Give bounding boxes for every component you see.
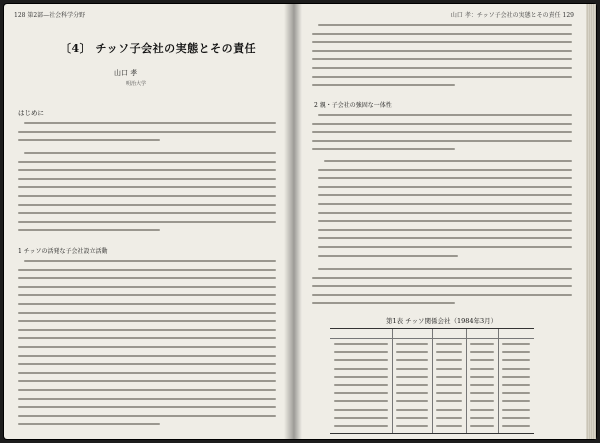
- illegible-text-line: [24, 260, 276, 262]
- illegible-text-line: [312, 50, 572, 52]
- table-column-divider: [466, 329, 467, 433]
- intro-heading: はじめに: [18, 109, 44, 117]
- illegible-text-line: [18, 389, 276, 391]
- illegible-text-line: [312, 67, 572, 69]
- illegible-text-line: [18, 312, 276, 314]
- subsection-heading-1: 1 チッソの活発な子会社設立活動: [18, 248, 108, 255]
- illegible-text-line: [318, 194, 572, 196]
- illegible-text-line: [18, 355, 276, 357]
- illegible-text-line: [312, 294, 572, 296]
- illegible-table-cell: [334, 417, 388, 419]
- illegible-table-cell: [470, 359, 494, 361]
- illegible-text-line: [312, 84, 455, 86]
- illegible-text-line: [312, 58, 572, 60]
- illegible-table-cell: [470, 400, 494, 402]
- illegible-text-line: [312, 277, 572, 279]
- illegible-text-line: [318, 24, 572, 26]
- illegible-text-line: [18, 423, 160, 425]
- illegible-text-line: [318, 220, 572, 222]
- illegible-table-cell: [334, 384, 388, 386]
- illegible-text-line: [18, 372, 276, 374]
- illegible-table-cell: [436, 359, 462, 361]
- illegible-table-cell: [470, 351, 494, 353]
- affiliates-table: [330, 328, 534, 434]
- illegible-table-cell: [334, 359, 388, 361]
- table-title: 第1表 チッソ関係会社（1984年3月）: [386, 317, 498, 325]
- illegible-text-line: [18, 363, 276, 365]
- illegible-text-line: [312, 33, 572, 35]
- illegible-text-line: [24, 122, 276, 124]
- illegible-text-line: [18, 221, 276, 223]
- illegible-text-line: [312, 140, 572, 142]
- illegible-text-line: [312, 131, 572, 133]
- illegible-text-line: [312, 76, 572, 78]
- illegible-table-cell: [470, 368, 494, 370]
- illegible-table-cell: [334, 376, 388, 378]
- illegible-table-cell: [470, 417, 494, 419]
- section-title: 〔4〕 チッソ子会社の実態とその責任: [60, 42, 257, 55]
- illegible-table-cell: [436, 409, 462, 411]
- illegible-table-cell: [334, 351, 388, 353]
- illegible-table-cell: [470, 392, 494, 394]
- table-column-divider: [392, 329, 393, 433]
- illegible-text-line: [312, 148, 455, 150]
- illegible-text-line: [18, 346, 276, 348]
- illegible-table-cell: [470, 409, 494, 411]
- illegible-table-cell: [470, 343, 494, 345]
- illegible-text-line: [18, 337, 276, 339]
- illegible-table-cell: [502, 425, 530, 427]
- illegible-text-line: [318, 229, 572, 231]
- illegible-text-line: [318, 203, 572, 205]
- illegible-text-line: [18, 229, 160, 231]
- illegible-table-cell: [334, 425, 388, 427]
- illegible-text-line: [18, 415, 276, 417]
- illegible-table-cell: [436, 343, 462, 345]
- illegible-table-cell: [436, 351, 462, 353]
- illegible-table-cell: [334, 343, 388, 345]
- book-spine: [284, 4, 302, 439]
- illegible-table-cell: [502, 409, 530, 411]
- illegible-table-cell: [502, 384, 530, 386]
- illegible-text-line: [318, 186, 572, 188]
- illegible-table-cell: [502, 417, 530, 419]
- illegible-text-line: [18, 303, 276, 305]
- illegible-text-line: [318, 255, 458, 257]
- illegible-text-line: [18, 212, 276, 214]
- illegible-table-cell: [396, 351, 428, 353]
- illegible-table-cell: [470, 376, 494, 378]
- right-page: [306, 10, 574, 435]
- illegible-table-cell: [396, 425, 428, 427]
- illegible-table-cell: [396, 343, 428, 345]
- illegible-text-line: [318, 268, 572, 270]
- illegible-table-cell: [436, 400, 462, 402]
- illegible-table-cell: [436, 376, 462, 378]
- illegible-text-line: [318, 237, 572, 239]
- illegible-text-line: [18, 186, 276, 188]
- illegible-table-cell: [396, 384, 428, 386]
- illegible-text-line: [318, 246, 572, 248]
- right-running-head: 山口 孝：チッソ子会社の実態とその責任 129: [450, 12, 574, 19]
- illegible-table-cell: [436, 392, 462, 394]
- illegible-table-cell: [502, 392, 530, 394]
- left-page: [14, 10, 280, 435]
- illegible-text-line: [18, 161, 276, 163]
- illegible-table-cell: [396, 409, 428, 411]
- illegible-text-line: [318, 114, 572, 116]
- illegible-text-line: [312, 123, 572, 125]
- illegible-table-cell: [396, 392, 428, 394]
- illegible-text-line: [318, 212, 572, 214]
- illegible-text-line: [18, 204, 276, 206]
- illegible-table-cell: [436, 384, 462, 386]
- table-column-divider: [498, 329, 499, 433]
- illegible-table-cell: [334, 368, 388, 370]
- illegible-text-line: [18, 269, 276, 271]
- illegible-text-line: [18, 286, 276, 288]
- illegible-text-line: [18, 178, 276, 180]
- illegible-text-line: [18, 294, 276, 296]
- illegible-table-cell: [470, 425, 494, 427]
- illegible-table-cell: [436, 368, 462, 370]
- illegible-text-line: [18, 169, 276, 171]
- illegible-table-cell: [334, 409, 388, 411]
- illegible-table-cell: [396, 400, 428, 402]
- illegible-text-line: [18, 406, 276, 408]
- illegible-table-cell: [502, 400, 530, 402]
- illegible-table-cell: [396, 359, 428, 361]
- illegible-text-line: [312, 41, 572, 43]
- illegible-text-line: [24, 152, 276, 154]
- illegible-text-line: [18, 195, 276, 197]
- illegible-table-cell: [436, 417, 462, 419]
- illegible-table-cell: [502, 376, 530, 378]
- illegible-text-line: [18, 320, 276, 322]
- illegible-text-line: [18, 131, 276, 133]
- illegible-text-line: [18, 398, 276, 400]
- illegible-table-cell: [436, 425, 462, 427]
- illegible-text-line: [18, 380, 276, 382]
- illegible-table-cell: [470, 384, 494, 386]
- illegible-text-line: [324, 160, 572, 162]
- illegible-table-cell: [334, 400, 388, 402]
- illegible-table-cell: [396, 376, 428, 378]
- subsection-heading-2: 2 親・子会社の強固な一体性: [314, 102, 392, 109]
- illegible-text-line: [18, 277, 276, 279]
- left-running-head: 128 第2部—社会科学分野: [14, 12, 86, 19]
- author-affiliation: 明治大学: [126, 81, 147, 87]
- illegible-table-cell: [502, 359, 530, 361]
- illegible-text-line: [318, 169, 572, 171]
- illegible-table-cell: [396, 368, 428, 370]
- illegible-table-cell: [396, 417, 428, 419]
- illegible-text-line: [312, 285, 572, 287]
- illegible-text-line: [18, 329, 276, 331]
- page-edges: [586, 4, 596, 439]
- table-column-divider: [432, 329, 433, 433]
- illegible-text-line: [18, 139, 160, 141]
- illegible-text-line: [318, 177, 572, 179]
- illegible-table-cell: [502, 343, 530, 345]
- author-name: 山口 孝: [114, 69, 138, 77]
- illegible-table-cell: [502, 368, 530, 370]
- illegible-table-cell: [502, 351, 530, 353]
- illegible-table-cell: [334, 392, 388, 394]
- illegible-text-line: [312, 302, 455, 304]
